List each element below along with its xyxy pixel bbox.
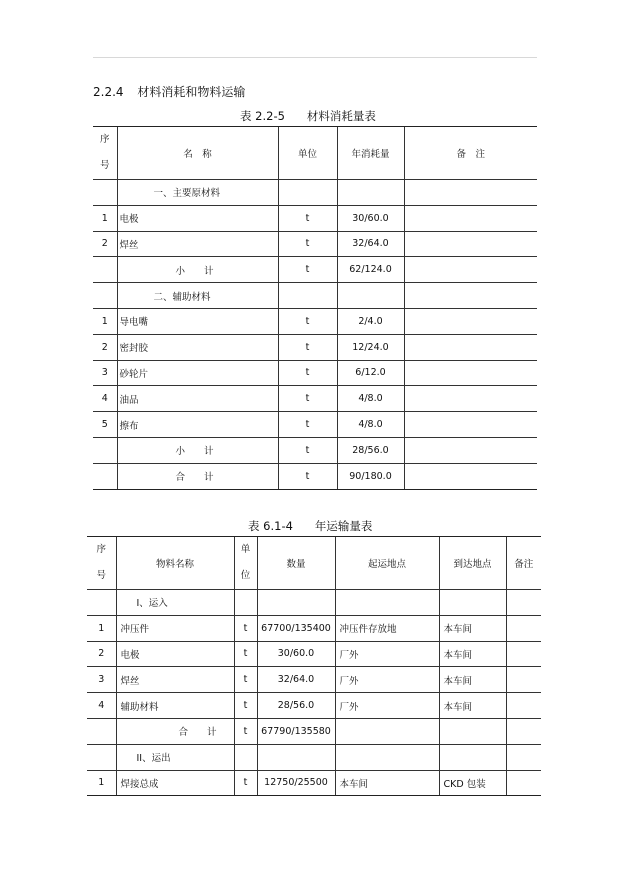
- table2-cell-name: II、运出: [116, 744, 234, 770]
- table2-cell-remark: [506, 718, 541, 744]
- table1-cell-name: 一、主要原材料: [117, 180, 278, 206]
- table2-row: [87, 641, 541, 667]
- table2-cell-name: 电极: [116, 641, 234, 667]
- table2-cell-qty: 28/56.0: [257, 693, 335, 719]
- table1-row: [93, 334, 537, 360]
- table2-cell-qty: 67700/135400: [257, 615, 335, 641]
- table1-cell-remark: [404, 180, 537, 206]
- table2-cell-seq: 2: [87, 641, 116, 667]
- table2-header-remark: 备注: [506, 537, 541, 590]
- table1-cell-name: 电极: [117, 205, 278, 231]
- table2-cell-from: 厂外: [335, 693, 439, 719]
- table1-header-name: 名 称: [117, 127, 278, 180]
- table2-cell-unit: t: [234, 641, 257, 667]
- table1-row: [93, 231, 537, 257]
- table1-cell-unit: t: [278, 231, 337, 257]
- table1-cell-remark: [404, 205, 537, 231]
- table1-cell-remark: [404, 360, 537, 386]
- table1-cell-seq: 2: [93, 334, 117, 360]
- table2-cell-seq: [87, 590, 116, 616]
- table1-cell-remark: [404, 334, 537, 360]
- table2-cell-unit: t: [234, 615, 257, 641]
- table1-cell-annual: [337, 180, 404, 206]
- table2-cell-name: 焊接总成: [116, 770, 234, 796]
- table1-cell-name: 小 计: [117, 437, 278, 463]
- table1-cell-seq: 5: [93, 412, 117, 438]
- table1-cell-annual: 28/56.0: [337, 437, 404, 463]
- table2-header-from: 起运地点: [335, 537, 439, 590]
- table1-caption: [240, 108, 376, 124]
- section-number: 2.2.4: [93, 85, 124, 99]
- table1-row: [93, 180, 537, 206]
- table2-cell-from: [335, 718, 439, 744]
- table1-cell-remark: [404, 386, 537, 412]
- table2-cell-to: [439, 718, 506, 744]
- table1-cell-remark: [404, 308, 537, 334]
- table2-cell-seq: 1: [87, 615, 116, 641]
- section-heading: [93, 83, 245, 100]
- table2-cell-name: I、运入: [116, 590, 234, 616]
- table2-cell-from: 厂外: [335, 641, 439, 667]
- table2-cell-name: 合 计: [116, 718, 234, 744]
- table2-cell-qty: 30/60.0: [257, 641, 335, 667]
- table2-cell-remark: [506, 641, 541, 667]
- table1-row: [93, 308, 537, 334]
- table1-row: [93, 463, 537, 489]
- table1-cell-seq: [93, 437, 117, 463]
- table2-cell-remark: [506, 770, 541, 796]
- table2-caption-name: 年运输量表: [314, 519, 373, 533]
- table1-header-annual: 年消耗量: [337, 127, 404, 180]
- table1-cell-unit: t: [278, 308, 337, 334]
- table1-cell-annual: [337, 283, 404, 309]
- table1-cell-annual: 32/64.0: [337, 231, 404, 257]
- table1-cell-remark: [404, 412, 537, 438]
- table2-caption: [248, 518, 372, 534]
- table1-cell-remark: [404, 463, 537, 489]
- table2-header-name: 物料名称: [116, 537, 234, 590]
- table2-cell-from: 厂外: [335, 667, 439, 693]
- table1-cell-name: 油品: [117, 386, 278, 412]
- table1-cell-seq: [93, 283, 117, 309]
- table2-cell-from: 冲压件存放地: [335, 615, 439, 641]
- table2-cell-name: 辅助材料: [116, 693, 234, 719]
- table2-cell-name: 冲压件: [116, 615, 234, 641]
- table2-cell-seq: [87, 718, 116, 744]
- table1-cell-remark: [404, 283, 537, 309]
- table2-row: [87, 770, 541, 796]
- table2-cell-to: 本车间: [439, 667, 506, 693]
- table2-cell-from: [335, 744, 439, 770]
- table2-header-seq: 序号: [87, 537, 116, 590]
- table1-cell-seq: 1: [93, 308, 117, 334]
- table2-cell-unit: [234, 590, 257, 616]
- table1-row: [93, 437, 537, 463]
- table1-cell-unit: t: [278, 386, 337, 412]
- table1-cell-annual: 4/8.0: [337, 386, 404, 412]
- table1-cell-name: 焊丝: [117, 231, 278, 257]
- table1-cell-unit: t: [278, 334, 337, 360]
- table2-cell-unit: t: [234, 718, 257, 744]
- table2-cell-seq: 1: [87, 770, 116, 796]
- material-consumption-table: [93, 126, 537, 490]
- table2-cell-unit: t: [234, 770, 257, 796]
- table1-cell-unit: t: [278, 205, 337, 231]
- table1-cell-unit: t: [278, 437, 337, 463]
- table1-header-seq: 序号: [93, 127, 117, 180]
- table2-cell-qty: [257, 590, 335, 616]
- table1-cell-unit: t: [278, 412, 337, 438]
- table1-cell-name: 二、辅助材料: [117, 283, 278, 309]
- table1-header-remark: 备 注: [404, 127, 537, 180]
- table1-caption-id: 表 2.2-5: [240, 109, 285, 123]
- table1-cell-unit: t: [278, 257, 337, 283]
- table1-cell-remark: [404, 231, 537, 257]
- table2-cell-qty: 67790/135580: [257, 718, 335, 744]
- table2-header-to: 到达地点: [439, 537, 506, 590]
- table2-cell-remark: [506, 693, 541, 719]
- table1-cell-seq: [93, 180, 117, 206]
- table2-header-qty: 数量: [257, 537, 335, 590]
- table2-cell-remark: [506, 590, 541, 616]
- table2-cell-to: [439, 590, 506, 616]
- table1-cell-annual: 6/12.0: [337, 360, 404, 386]
- table2-cell-to: CKD 包装: [439, 770, 506, 796]
- table1-row: [93, 412, 537, 438]
- annual-transport-table: [87, 536, 541, 796]
- page-top-rule: [93, 57, 537, 58]
- table1-cell-remark: [404, 437, 537, 463]
- table1-cell-name: 擦布: [117, 412, 278, 438]
- table1-caption-name: 材料消耗量表: [306, 109, 376, 123]
- table2-cell-name: 焊丝: [116, 667, 234, 693]
- table2-caption-id: 表 6.1-4: [248, 519, 293, 533]
- table1-cell-annual: 90/180.0: [337, 463, 404, 489]
- table2-cell-to: [439, 744, 506, 770]
- table1-cell-name: 合 计: [117, 463, 278, 489]
- table2-cell-seq: [87, 744, 116, 770]
- table1-row: [93, 386, 537, 412]
- table1-cell-name: 小 计: [117, 257, 278, 283]
- table1-cell-annual: 4/8.0: [337, 412, 404, 438]
- table2-cell-seq: 3: [87, 667, 116, 693]
- table1-header-unit: 单位: [278, 127, 337, 180]
- table1-cell-remark: [404, 257, 537, 283]
- table2-cell-to: 本车间: [439, 693, 506, 719]
- table1-cell-annual: 30/60.0: [337, 205, 404, 231]
- table2-cell-unit: t: [234, 667, 257, 693]
- section-title: 材料消耗和物料运输: [137, 85, 246, 99]
- table2-cell-to: 本车间: [439, 641, 506, 667]
- table2-row: [87, 667, 541, 693]
- table2-row: [87, 615, 541, 641]
- table2-cell-qty: 12750/25500: [257, 770, 335, 796]
- table1-cell-unit: [278, 283, 337, 309]
- table1-cell-annual: 12/24.0: [337, 334, 404, 360]
- table2-cell-qty: [257, 744, 335, 770]
- table1-header-row: [93, 127, 537, 180]
- table2-cell-from: [335, 590, 439, 616]
- table2-cell-seq: 4: [87, 693, 116, 719]
- table1-row: [93, 257, 537, 283]
- table1-cell-unit: [278, 180, 337, 206]
- table2-cell-qty: 32/64.0: [257, 667, 335, 693]
- table1-row: [93, 283, 537, 309]
- table1-cell-seq: 2: [93, 231, 117, 257]
- table1-row: [93, 360, 537, 386]
- table2-cell-from: 本车间: [335, 770, 439, 796]
- table1-cell-name: 导电嘴: [117, 308, 278, 334]
- table1-cell-seq: [93, 463, 117, 489]
- table2-cell-unit: t: [234, 693, 257, 719]
- table2-cell-remark: [506, 615, 541, 641]
- table1-cell-annual: 62/124.0: [337, 257, 404, 283]
- table1-cell-unit: t: [278, 360, 337, 386]
- table1-row: [93, 205, 537, 231]
- table1-cell-seq: 1: [93, 205, 117, 231]
- table2-cell-remark: [506, 744, 541, 770]
- table2-row: [87, 590, 541, 616]
- table1-cell-name: 砂轮片: [117, 360, 278, 386]
- table2-row: [87, 718, 541, 744]
- table2-header-unit: 单位: [234, 537, 257, 590]
- table2-row: [87, 693, 541, 719]
- table2-header-row: [87, 537, 541, 590]
- table1-cell-seq: 3: [93, 360, 117, 386]
- table2-row: [87, 744, 541, 770]
- table2-cell-to: 本车间: [439, 615, 506, 641]
- table1-cell-seq: 4: [93, 386, 117, 412]
- table1-cell-name: 密封胶: [117, 334, 278, 360]
- table1-cell-annual: 2/4.0: [337, 308, 404, 334]
- table1-cell-seq: [93, 257, 117, 283]
- table2-cell-unit: [234, 744, 257, 770]
- table2-cell-remark: [506, 667, 541, 693]
- table1-cell-unit: t: [278, 463, 337, 489]
